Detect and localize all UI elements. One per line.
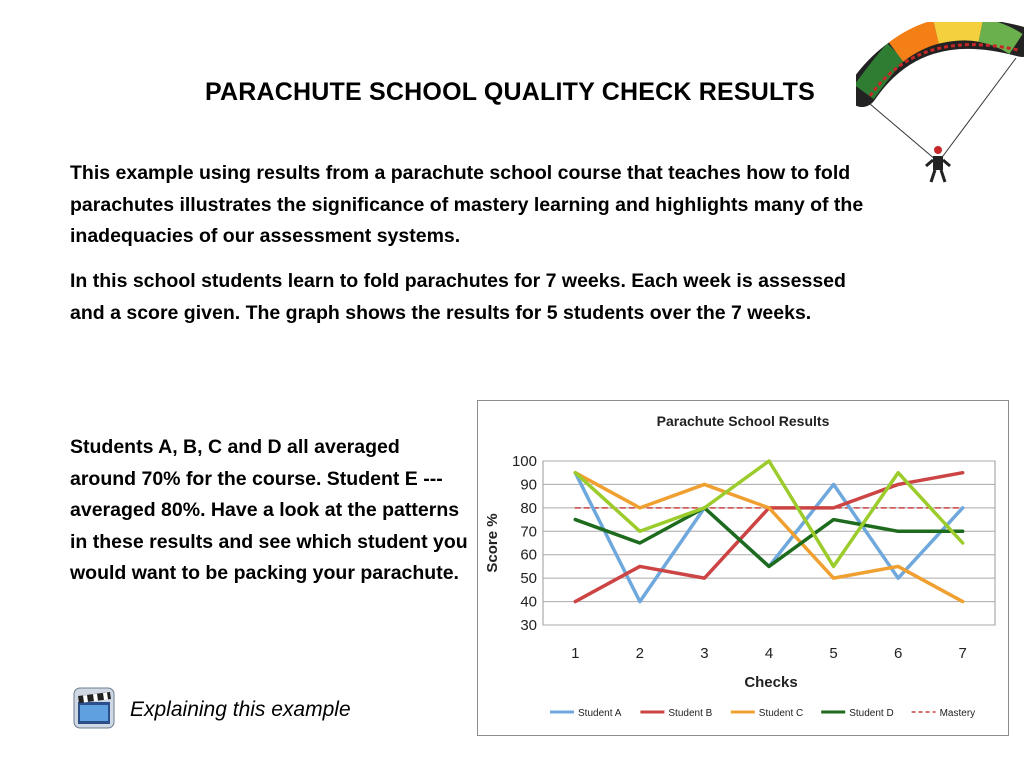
x-tick-label: 7	[958, 645, 967, 662]
legend-label-mastery: Mastery	[939, 708, 976, 719]
explain-example-link[interactable]	[72, 686, 392, 736]
x-tick-label: 2	[635, 645, 645, 662]
x-tick-label: 5	[829, 645, 838, 662]
y-tick-label: 90	[520, 476, 537, 494]
course-paragraph: In this school students learn to fold parachutes for 7 weeks. Each week is assessed and a score given. The graph shows the results for 5 students over the 7 weeks.	[70, 270, 846, 324]
y-tick-label: 80	[520, 499, 537, 517]
legend-label-student-b: Student B	[668, 708, 713, 719]
x-tick-label: 6	[893, 645, 903, 662]
y-tick-label: 60	[520, 546, 537, 564]
slide-title: PARACHUTE SCHOOL QUALITY CHECK RESULTS	[205, 78, 815, 106]
y-tick-label: 70	[520, 523, 537, 541]
y-tick-label: 100	[511, 453, 537, 470]
y-tick-label: 50	[520, 570, 537, 588]
intro-paragraph: This example using results from a parachute school course that teaches how to fold parachutes illustrates the significance of mastery learning and highlights many of the inadequacies of our assessment systems.	[70, 162, 864, 247]
y-tick-label: 30	[520, 617, 537, 634]
legend-label-student-c: Student C	[758, 708, 804, 719]
x-tick-label: 3	[700, 645, 709, 662]
legend-label-student-a: Student A	[578, 708, 622, 719]
x-tick-label: 4	[764, 645, 774, 662]
legend-label-student-d: Student D	[849, 708, 894, 719]
y-tick-label: 40	[520, 593, 537, 611]
results-chart	[477, 400, 1009, 736]
explain-example-label: Explaining this example	[130, 698, 351, 721]
parachute-icon	[856, 22, 1024, 192]
analysis-paragraph: Students A, B, C and D all averaged around 70% for the course. Student E --- averaged 80%. Have a look at the patterns in these results and see which student you would want to be packing your parachute.	[70, 436, 468, 584]
y-axis-label: Score %	[484, 513, 501, 573]
x-axis-label: Checks	[744, 674, 798, 691]
x-tick-label: 1	[571, 645, 580, 662]
chart-title: Parachute School Results	[656, 413, 830, 429]
clapperboard-icon	[72, 686, 116, 730]
